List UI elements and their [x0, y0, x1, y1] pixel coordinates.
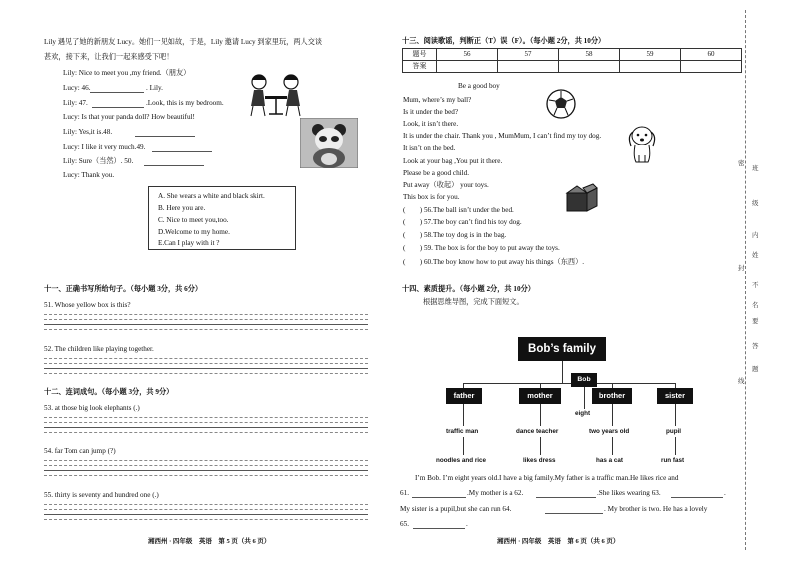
- answer-blank-49[interactable]: [152, 151, 212, 152]
- answer-blank-47[interactable]: [92, 107, 144, 108]
- dialogue-line: Lily: 47.: [63, 99, 88, 107]
- binding-char: 班: [752, 165, 759, 172]
- mindmap-bob-age: eight: [575, 410, 591, 417]
- writing-line[interactable]: [44, 324, 368, 325]
- judge-59[interactable]: ( ) 59. The box is for the boy to put away the toys.: [403, 244, 560, 252]
- writing-line[interactable]: [44, 417, 368, 418]
- poem-line: Look at your bag ,You put it there.: [403, 157, 503, 165]
- intro-line-1: Lily 遇见了她的新朋友 Lucy。她们一见如故，于是，Lily 邀请 Lucy 到家里玩，两人交谈: [44, 38, 323, 46]
- dialogue-line: Lucy: 46.: [63, 84, 91, 92]
- mindmap-connector: [463, 404, 464, 426]
- mindmap-father-likes: noodles and rice: [436, 457, 487, 464]
- mindmap-title: Bob’s family: [518, 337, 606, 361]
- poem-line: It isn’t on the bed.: [403, 144, 456, 152]
- writing-line[interactable]: [44, 514, 368, 515]
- toy-dog-illustration: [625, 122, 661, 166]
- mindmap-sister: sister: [657, 388, 693, 404]
- mindmap-connector: [584, 387, 585, 409]
- passage-text: 65.: [400, 520, 409, 528]
- answer-cell-59[interactable]: [620, 61, 681, 73]
- mindmap-mother-job: dance teacher: [516, 428, 559, 435]
- mindmap-brother-age: two years old: [589, 428, 630, 435]
- question-54: 54. far Tom can jump (?): [44, 447, 116, 455]
- writing-line[interactable]: [44, 519, 368, 520]
- mindmap-connector: [463, 383, 675, 384]
- ball-illustration: [545, 88, 577, 120]
- mindmap-brother-pet: has a cat: [596, 457, 623, 464]
- writing-line[interactable]: [44, 363, 368, 364]
- toy-box-illustration: [563, 183, 601, 213]
- answer-blank-64[interactable]: [545, 513, 603, 514]
- dialogue-line: Lucy: Is that your panda doll? How beautiful!: [63, 113, 195, 121]
- poem-line: Look, it isn’t there.: [403, 120, 459, 128]
- mindmap-sister-job: pupil: [666, 428, 682, 435]
- binding-char: 线: [738, 378, 745, 385]
- dialogue-line: Lily: Nice to meet you ,my friend.（朋友）: [63, 69, 191, 77]
- table-header-cell: 56: [437, 49, 498, 61]
- answer-cell-57[interactable]: [498, 61, 559, 73]
- answer-cell-56[interactable]: [437, 61, 498, 73]
- mindmap-connector: [463, 437, 464, 455]
- passage-text: 61.: [400, 489, 409, 497]
- poem-line: It is under the chair. Thank you , MumMum, I can’t find my toy dog.: [403, 132, 602, 140]
- writing-line[interactable]: [44, 319, 368, 320]
- option-c: C. Nice to meet you,too.: [158, 216, 229, 224]
- table-row-label: 答案: [403, 61, 437, 73]
- table-header-cell: 题号: [403, 49, 437, 61]
- binding-char: 名: [752, 302, 759, 309]
- poem-line: Mum, where’s my ball?: [403, 96, 472, 104]
- mindmap-connector: [540, 404, 541, 426]
- table-header-cell: 57: [498, 49, 559, 61]
- page-5-footer: 湘西州 · 四年级 英语 第 5 页（共 6 页）: [148, 538, 271, 545]
- binding-char: 内: [752, 232, 759, 239]
- section-12-title: 十二、连词成句。（每小题 3分，共 9分）: [44, 388, 174, 396]
- question-51: 51. Whose yellow box is this?: [44, 301, 131, 309]
- writing-line[interactable]: [44, 373, 368, 374]
- passage-text: .: [466, 520, 468, 528]
- writing-line[interactable]: [44, 432, 368, 433]
- dialogue-line: Lucy: I like it very much.49.: [63, 143, 146, 151]
- judge-57[interactable]: ( ) 57.The boy can’t find his toy dog.: [403, 218, 522, 226]
- girls-tea-illustration: [245, 72, 307, 118]
- binding-char: 不: [752, 282, 759, 289]
- answer-cell-58[interactable]: [559, 61, 620, 73]
- judge-60[interactable]: ( ) 60.The boy know how to put away his things（东西）.: [403, 258, 585, 266]
- poem-line: Put away（收起） your toys.: [403, 181, 489, 189]
- mindmap-connector: [675, 404, 676, 426]
- dialogue-line: Lily: Sure（当然）. 50.: [63, 157, 134, 165]
- passage-line-1: I’m Bob. I’m eight years old.I have a big family.My father is a traffic man.He likes rice and: [415, 474, 679, 482]
- judge-56[interactable]: ( ) 56.The ball isn’t under the bed.: [403, 206, 514, 214]
- option-e: E.Can I play with it ?: [158, 239, 220, 247]
- answer-blank-46[interactable]: [90, 92, 144, 93]
- writing-line[interactable]: [44, 460, 368, 461]
- judge-58[interactable]: ( ) 58.The toy dog is in the bag.: [403, 231, 507, 239]
- poem-line: Please be a good child.: [403, 169, 470, 177]
- option-a: A. She wears a white and black skirt.: [158, 192, 265, 200]
- mindmap-brother: brother: [592, 388, 632, 404]
- mindmap-connector: [540, 437, 541, 455]
- binding-char: 要: [752, 318, 759, 325]
- writing-line[interactable]: [44, 329, 368, 330]
- question-52: 52. The children like playing together.: [44, 345, 154, 353]
- writing-line[interactable]: [44, 465, 368, 466]
- answer-blank-62[interactable]: [536, 497, 596, 498]
- answer-blank-61[interactable]: [412, 497, 466, 498]
- section-11-title: 十一、正确书写所给句子。（每小题 3分，共 6分）: [44, 285, 203, 293]
- binding-line: [745, 10, 746, 550]
- question-55: 55. thirty is seventy and hundred one (.): [44, 491, 159, 499]
- writing-line[interactable]: [44, 358, 368, 359]
- binding-char: 级: [752, 200, 759, 207]
- writing-line[interactable]: [44, 427, 368, 428]
- answer-table: [402, 48, 742, 73]
- section-14-instruction: 根据思维导图，完成下面短文。: [423, 298, 524, 306]
- option-b: B. Here you are.: [158, 204, 206, 212]
- writing-line[interactable]: [44, 422, 368, 423]
- mindmap-connector: [612, 437, 613, 455]
- mindmap-sister-skill: run fast: [661, 457, 685, 464]
- writing-line[interactable]: [44, 509, 368, 510]
- passage-text: My sister is a pupil,but she can run 64.: [400, 505, 512, 513]
- table-header-cell: 60: [681, 49, 742, 61]
- dialogue-line: . Lily.: [146, 84, 163, 92]
- writing-line[interactable]: [44, 368, 368, 369]
- mindmap-father-job: traffic man: [446, 428, 479, 435]
- mindmap-connector: [562, 361, 563, 383]
- binding-char: 答: [752, 343, 759, 350]
- writing-line[interactable]: [44, 470, 368, 471]
- dialogue-line: Lucy: Thank you.: [63, 171, 115, 179]
- option-d: D.Welcome to my home.: [158, 228, 230, 236]
- table-header-cell: 59: [620, 49, 681, 61]
- mindmap-connector: [675, 437, 676, 455]
- section-14-title: 十四、素质提升。（每小题 2分，共 10分）: [402, 285, 535, 293]
- table-header-cell: 58: [559, 49, 620, 61]
- mindmap-mother: mother: [519, 388, 561, 404]
- poem-line: Is it under the bed?: [403, 108, 459, 116]
- mindmap-father: father: [446, 388, 482, 404]
- binding-char: 密: [738, 160, 745, 167]
- page-6-footer: 湘西州 · 四年级 英语 第 6 页（共 6 页）: [497, 538, 620, 545]
- dialogue-line: Lily: Yes,it is.48.: [63, 128, 113, 136]
- dialogue-line: .Look, this is my bedroom.: [146, 99, 224, 107]
- writing-line[interactable]: [44, 314, 368, 315]
- binding-char: 封: [738, 265, 745, 272]
- panda-doll-photo: [300, 118, 358, 168]
- writing-line[interactable]: [44, 504, 368, 505]
- mindmap-bob: Bob: [571, 373, 597, 387]
- intro-line-2: 甚欢，接下来，让我们一起来感受下吧！: [44, 53, 174, 61]
- passage-text: .She likes wearing 63.: [597, 489, 661, 497]
- question-53: 53. at those big look elephants (.): [44, 404, 140, 412]
- passage-text: .: [724, 489, 726, 497]
- answer-cell-60[interactable]: [681, 61, 742, 73]
- passage-text: . My brother is two. He has a lovely: [604, 505, 708, 513]
- mindmap-mother-likes: likes dress: [523, 457, 556, 464]
- binding-char: 姓: [752, 252, 759, 259]
- answer-blank-63[interactable]: [671, 497, 723, 498]
- poem-title: Be a good boy: [458, 82, 500, 90]
- writing-line[interactable]: [44, 475, 368, 476]
- answer-blank-65[interactable]: [413, 528, 465, 529]
- passage-text: .My mother is a 62.: [467, 489, 524, 497]
- poem-line: This box is for you.: [403, 193, 460, 201]
- section-13-title: 十三、阅读歌谣，判断正（T）误（F）。（每小题 2分，共 10分）: [402, 37, 606, 45]
- binding-char: 题: [752, 366, 759, 373]
- mindmap-connector: [612, 404, 613, 426]
- answer-blank-50[interactable]: [144, 165, 204, 166]
- answer-blank-48[interactable]: [135, 136, 195, 137]
